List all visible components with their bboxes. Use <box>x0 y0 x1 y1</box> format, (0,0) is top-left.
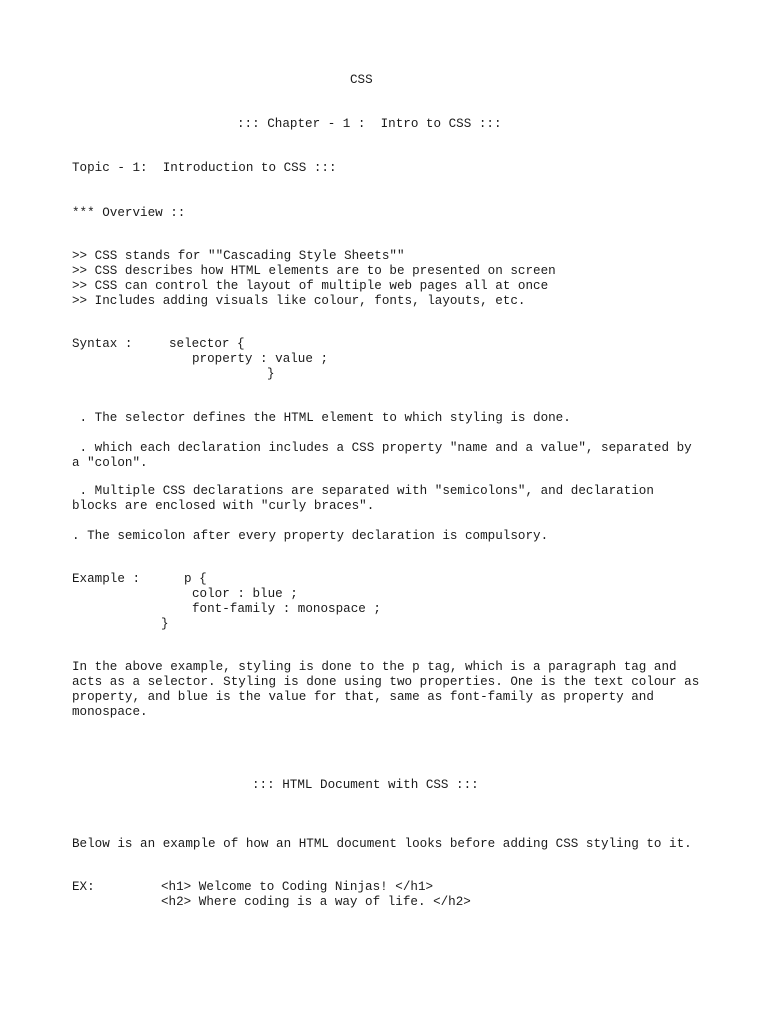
example-line: color : blue ; <box>192 587 298 601</box>
overview-point: >> CSS can control the layout of multiple web pages all at once <box>72 279 549 293</box>
ex-code-line: <h2> Where coding is a way of life. </h2> <box>161 895 471 909</box>
explanation-line: acts as a selector. Styling is done using two properties. One is the text colour as <box>72 675 700 689</box>
chapter-heading: ::: Chapter - 1 : Intro to CSS ::: <box>237 117 502 131</box>
note-line: . The selector defines the HTML element to which styling is done. <box>72 411 571 425</box>
note-line: blocks are enclosed with "curly braces". <box>72 499 375 513</box>
explanation-line: property, and blue is the value for that, same as font-family as property and <box>72 690 654 704</box>
syntax-label: Syntax : <box>72 337 133 351</box>
example-line: font-family : monospace ; <box>192 602 381 616</box>
document-title: CSS <box>350 73 373 87</box>
overview-point: >> CSS describes how HTML elements are to be presented on screen <box>72 264 556 278</box>
explanation-line: monospace. <box>72 705 148 719</box>
note-line: . Multiple CSS declarations are separated with "semicolons", and declaration <box>72 484 654 498</box>
topic-heading: Topic - 1: Introduction to CSS ::: <box>72 161 337 175</box>
example-label: Example : <box>72 572 141 586</box>
explanation-line: In the above example, styling is done to the p tag, which is a paragraph tag and <box>72 660 677 674</box>
note-line: . which each declaration includes a CSS property "name and a value", separated by <box>72 441 692 455</box>
overview-point: >> Includes adding visuals like colour, fonts, layouts, etc. <box>72 294 526 308</box>
syntax-body: property : value ; <box>192 352 329 366</box>
example-open: p { <box>184 572 207 586</box>
ex-label: EX: <box>72 880 95 894</box>
overview-heading: *** Overview :: <box>72 206 186 220</box>
example-close: } <box>161 617 169 631</box>
syntax-open: selector { <box>169 337 245 351</box>
note-line: . The semicolon after every property declaration is compulsory. <box>72 529 549 543</box>
syntax-close: } <box>267 367 275 381</box>
ex-code-line: <h1> Welcome to Coding Ninjas! </h1> <box>161 880 434 894</box>
overview-point: >> CSS stands for ""Cascading Style Sheets"" <box>72 249 405 263</box>
note-line: a "colon". <box>72 456 148 470</box>
section-intro: Below is an example of how an HTML document looks before adding CSS styling to it. <box>72 837 692 851</box>
section-heading: ::: HTML Document with CSS ::: <box>252 778 479 792</box>
